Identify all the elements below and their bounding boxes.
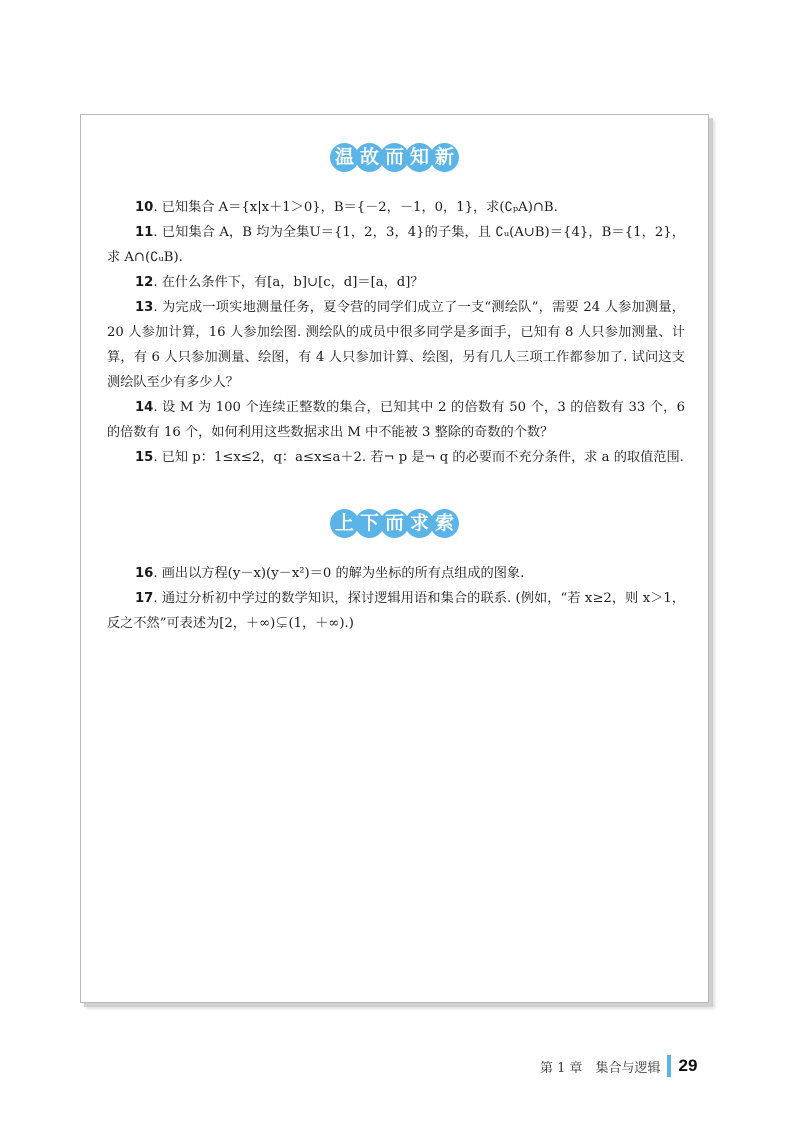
exercise-panel (80, 114, 709, 1003)
section-title-explore (81, 509, 708, 538)
problem-number: 16 (135, 566, 154, 581)
problem-text: . 已知 p：1≤x≤2，q：a≤x≤a＋2. 若¬ p 是¬ q 的必要而不充分条件，求 a 的取值范围. (153, 450, 684, 465)
page-footer (540, 1054, 760, 1078)
problem-number: 17 (135, 591, 154, 606)
title-char: 上 (330, 509, 359, 538)
title-char: 而 (380, 143, 409, 172)
problem-number: 13 (135, 300, 154, 315)
problem-text: . 设 M 为 100 个连续正整数的集合，已知其中 2 的倍数有 50 个，3 的倍数有 33 个，6 的倍数有 16 个，如何利用这些数据求出 M 中不能被 3 整除的奇数的个数？ (107, 400, 685, 440)
problem-text: . 已知集合 A＝{x|x＋1＞0}，B＝{－2，－1，0，1}，求(∁ₚA)∩B. (153, 200, 558, 215)
problem-13 (107, 295, 685, 395)
title-char: 而 (380, 509, 409, 538)
footer-divider (667, 1055, 671, 1077)
problem-text: . 为完成一项实地测量任务，夏令营的同学们成立了一支“测绘队”，需要 24 人参加测量，20 人参加计算，16 人参加绘图. 测绘队的成员中很多同学是多面手，已知有 8 人只参加测量、计算，有 6 人只参加测量、绘图，有 4 人只参加计算、绘图，另有几人三项工作都参加了. 试问这支测绘队至少有多少人？ (107, 300, 685, 390)
problem-text: . 画出以方程(y－x)(y－x²)＝0 的解为坐标的所有点组成的图象. (153, 566, 525, 581)
problem-17 (107, 586, 685, 636)
problem-number: 15 (135, 450, 154, 465)
title-char: 索 (430, 509, 459, 538)
problem-number: 11 (135, 225, 154, 240)
problem-number: 14 (135, 400, 154, 415)
problem-11 (107, 220, 685, 270)
title-char: 故 (355, 143, 384, 172)
title-char: 新 (430, 143, 459, 172)
problem-text: . 已知集合 A，B 均为全集U＝{1，2，3，4}的子集，且 ∁ᵤ(A∪B)＝{4}，B＝{1，2}，求 A∩(∁ᵤB). (107, 225, 685, 265)
problem-text: . 通过分析初中学过的数学知识，探讨逻辑用语和集合的联系. (例如，“若 x≥2，则 x＞1，反之不然”可表述为[2，＋∞)⊊(1，＋∞).) (107, 591, 685, 631)
title-char: 下 (355, 509, 384, 538)
problem-15 (107, 445, 685, 470)
title-char: 知 (405, 143, 434, 172)
chapter-label: 第 1 章 集合与逻辑 (540, 1060, 661, 1076)
section-title-review (81, 143, 708, 172)
title-char: 求 (405, 509, 434, 538)
problem-number: 10 (135, 200, 154, 215)
title-char: 温 (330, 143, 359, 172)
problem-14 (107, 395, 685, 445)
problem-number: 12 (135, 275, 154, 290)
problem-12 (107, 270, 685, 295)
problem-text: . 在什么条件下，有[a，b]∪[c，d]＝[a，d]？ (153, 275, 424, 290)
problem-10 (107, 195, 685, 220)
page-number: 29 (678, 1056, 698, 1075)
problem-16 (107, 561, 685, 586)
